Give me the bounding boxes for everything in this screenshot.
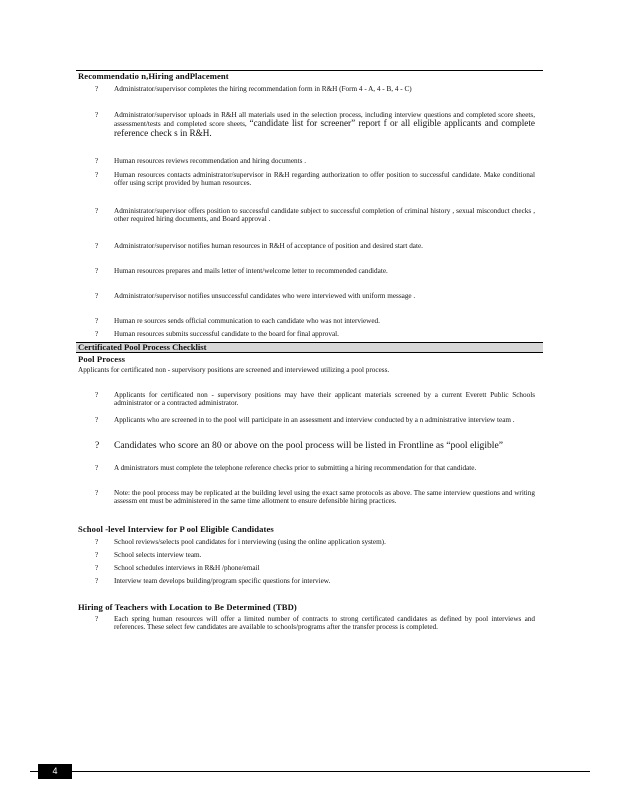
bullet: ? <box>95 551 99 559</box>
bullet: ? <box>95 489 99 497</box>
list-item <box>95 564 535 572</box>
bullet: ? <box>95 464 99 472</box>
list-item <box>95 111 535 138</box>
list-item-text: Note: the pool process may be replicated at the building level using the exact same protocols as above. The same interview questions and writing assessm ent must be administered in the same time allotment to ensure defensible hiring practices. <box>114 489 535 506</box>
list-item <box>95 577 535 585</box>
list-item <box>95 416 535 424</box>
list-item <box>95 157 535 165</box>
list-item <box>95 242 535 250</box>
bullet: ? <box>95 171 99 179</box>
list-item-text: Each spring human resources will offer a limited number of contracts to strong certificated candidates as defined by pool interviews and references. These select few candidates are available to schools/programs after the transfer process is completed. <box>114 615 535 632</box>
bullet: ? <box>95 267 99 275</box>
bullet: ? <box>95 242 99 250</box>
list-item <box>95 464 535 472</box>
list-item-text: School reviews/selects pool candidates for i nterviewing (using the online application system). <box>114 538 386 546</box>
bullet: ? <box>95 564 99 572</box>
section-title-pool-checklist: Certificated Pool Process Checklist <box>78 342 207 352</box>
bullet: ? <box>95 615 99 623</box>
list-item-text: Human resources contacts administrator/supervisor in R&H regarding authorization to offer position to successful candidate. Make conditional offer using script provided by human resources. <box>114 171 535 188</box>
list-item-text: Human resources prepares and mails letter of intent/welcome letter to recommended candidate. <box>114 267 388 275</box>
list-item-text: Applicants for certificated non - supervisory positions may have their applicant materials screened by a current Everett Public Schools administrator or a contracted administrator. <box>114 391 535 408</box>
list-item-text: Candidates who score an 80 or above on the pool process will be listed in Frontline as “pool eligible” <box>114 440 503 451</box>
list-item <box>95 292 535 300</box>
list-item-text: Administrator/supervisor notifies unsuccessful candidates who were interviewed with uniform message . <box>114 292 416 300</box>
sub-heading-pool-process: Pool Process <box>78 354 126 364</box>
page-number: 4 <box>38 764 72 779</box>
footer-rule <box>30 771 590 772</box>
list-item-text: Human resources reviews recommendation and hiring documents . <box>114 157 307 165</box>
pool-intro-paragraph: Applicants for certificated non - supervisory positions are screened and interviewed utilizing a pool process. <box>78 366 390 374</box>
bullet: ? <box>95 111 99 119</box>
list-item-text: Applicants who are screened in to the pool will participate in an assessment and interview conducted by a n administrative interview team . <box>114 416 515 424</box>
list-item <box>95 441 535 451</box>
bullet: ? <box>95 317 99 325</box>
list-item <box>95 330 535 338</box>
bullet: ? <box>95 207 99 215</box>
list-item <box>95 207 535 224</box>
bullet: ? <box>95 330 99 338</box>
bullet: ? <box>95 538 99 546</box>
list-item <box>95 551 535 559</box>
list-item-text: Administrator/supervisor notifies human resources in R&H of acceptance of position and desired start date. <box>114 242 423 250</box>
bullet: ? <box>95 292 99 300</box>
list-item-text: Human re sources sends official communication to each candidate who was not interviewed. <box>114 317 380 325</box>
section-heading-tbd-hiring: Hiring of Teachers with Location to Be Determined (TBD) <box>78 602 297 612</box>
section-heading-recommendation: Recommendatio n,Hiring andPlacement <box>78 71 229 81</box>
list-item-text: School schedules interviews in R&H /phone/email <box>114 564 260 572</box>
list-item <box>95 317 535 325</box>
list-item <box>95 615 535 632</box>
list-item-text: Human resources submits successful candidate to the board for final approval. <box>114 330 339 338</box>
list-item <box>95 538 535 546</box>
list-item <box>95 267 535 275</box>
list-item-text: A dministrators must complete the telephone reference checks prior to submitting a hiring recommendation for that candidate. <box>114 464 477 472</box>
list-item-text: Administrator/supervisor completes the hiring recommendation form in R&H (Form 4 - A, 4 - B, 4 - C) <box>114 85 412 93</box>
list-item-text-part: Administrator/supervisor uploads in R&H all materials used in the selection process, including interview questions and completed score sheets, assessment/tests and completed score sheets, <box>114 111 535 129</box>
bullet: ? <box>95 577 99 585</box>
list-item-text: School selects interview team. <box>114 551 202 559</box>
list-item <box>95 171 535 188</box>
list-item <box>95 85 535 93</box>
bullet: ? <box>95 85 99 93</box>
section-heading-school-interview: School -level Interview for P ool Eligible Candidates <box>78 524 274 534</box>
list-item <box>95 489 535 506</box>
bullet: ? <box>95 416 99 424</box>
list-item-text-part: “candidate list for screener” report f or all eligible applicants and complete reference check s in R&H. <box>114 118 535 138</box>
bullet: ? <box>95 440 100 451</box>
list-item-text: Interview team develops building/program specific questions for interview. <box>114 577 331 585</box>
list-item <box>95 391 535 408</box>
bullet: ? <box>95 157 99 165</box>
bullet: ? <box>95 391 99 399</box>
list-item-text: Administrator/supervisor offers position to successful candidate subject to successful completion of criminal history , sexual misconduct checks , other required hiring documents, and Board approval . <box>114 207 535 224</box>
list-item-text <box>114 111 535 138</box>
